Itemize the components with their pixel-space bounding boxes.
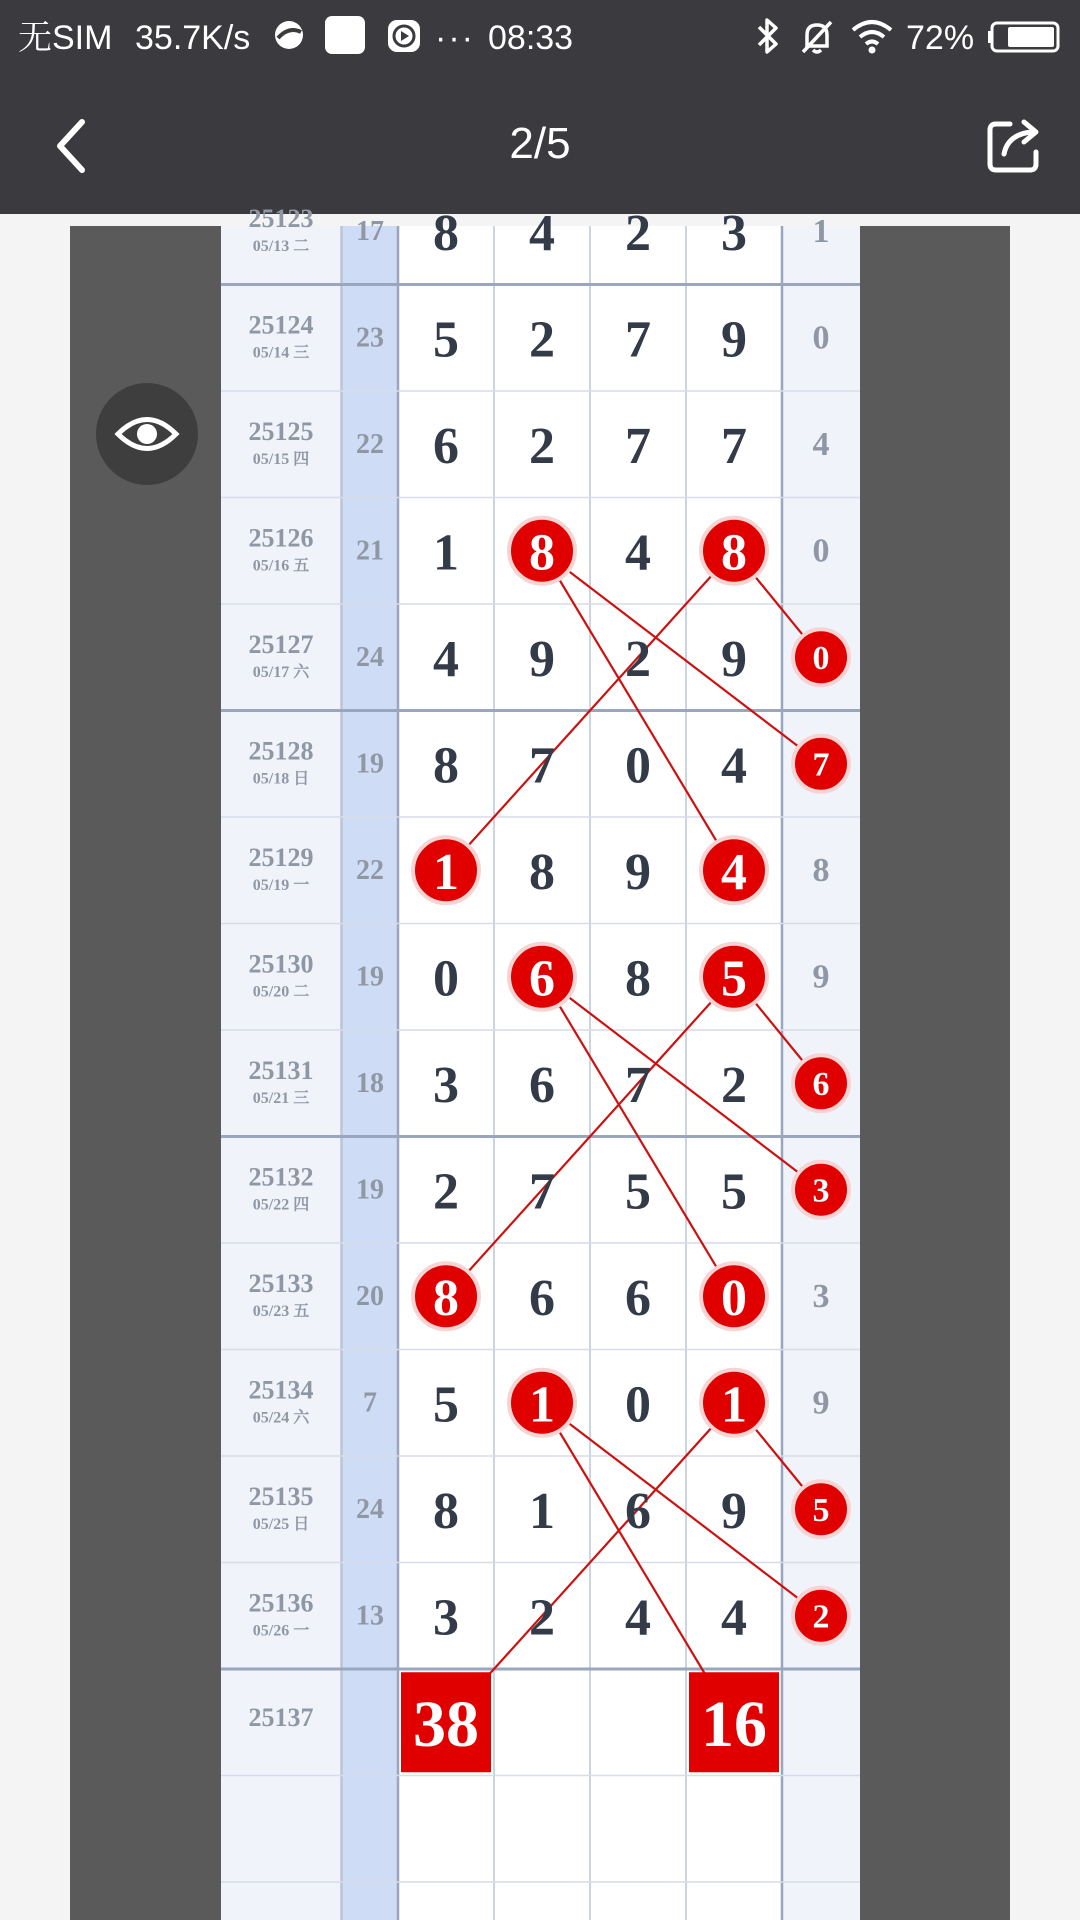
tail-value: 3 xyxy=(812,1172,830,1210)
issue-date: 05/20 二 xyxy=(252,983,310,1001)
tail-value: 8 xyxy=(812,851,830,889)
issue-number: 25132 xyxy=(248,1162,314,1192)
trend-chart xyxy=(70,203,1010,1920)
digit-value: 6 xyxy=(529,1056,555,1114)
digit-value: 6 xyxy=(625,1269,651,1327)
digit-value: 8 xyxy=(529,524,555,582)
tail-value: 0 xyxy=(812,639,830,677)
digit-value: 1 xyxy=(433,524,459,582)
digit-value: 7 xyxy=(529,1163,555,1221)
digit-value: 4 xyxy=(721,737,747,795)
issue-number: 25125 xyxy=(248,416,314,446)
share-icon xyxy=(980,110,1050,180)
issue-number: 25134 xyxy=(248,1375,314,1405)
tail-value: 1 xyxy=(812,212,830,250)
digit-value: 2 xyxy=(625,630,651,688)
issue-date: 05/22 四 xyxy=(252,1196,310,1214)
digit-value: 4 xyxy=(529,204,555,262)
digit-value: 6 xyxy=(433,417,459,475)
digit-value: 3 xyxy=(433,1589,459,1647)
viewer-app-bar xyxy=(0,76,1080,214)
digit-value: 2 xyxy=(433,1163,459,1221)
digit-value: 7 xyxy=(625,417,651,475)
digit-value: 5 xyxy=(433,311,459,369)
sum-value: 19 xyxy=(356,961,384,993)
clock: 08:33 xyxy=(488,19,574,57)
digit-value: 5 xyxy=(625,1163,651,1221)
tail-value: 3 xyxy=(812,1277,830,1315)
sum-value: 24 xyxy=(356,1493,384,1525)
battery-level: 72% xyxy=(906,19,975,57)
digit-value: 6 xyxy=(529,1269,555,1327)
digit-value: 4 xyxy=(721,843,747,901)
digit-value: 9 xyxy=(529,630,555,688)
tail-value: 0 xyxy=(812,319,830,357)
sum-value: 22 xyxy=(356,428,384,460)
digit-value: 9 xyxy=(721,311,747,369)
wifi-icon xyxy=(850,18,894,65)
issue-date: 05/24 六 xyxy=(252,1409,310,1427)
tail-value: 9 xyxy=(812,1384,830,1422)
mute-icon xyxy=(798,18,836,67)
issue-number: 25129 xyxy=(248,842,314,872)
issue-number: 25124 xyxy=(248,310,314,340)
digit-value: 7 xyxy=(721,417,747,475)
digit-value: 4 xyxy=(721,1589,747,1647)
digit-value: 6 xyxy=(529,950,555,1008)
issue-date: 05/21 三 xyxy=(252,1089,310,1107)
issue-date: 05/23 五 xyxy=(252,1302,310,1320)
sum-value: 19 xyxy=(356,748,384,780)
digit-value: 2 xyxy=(625,204,651,262)
sum-value: 23 xyxy=(356,322,384,354)
eye-icon xyxy=(96,383,198,485)
sum-value: 7 xyxy=(363,1387,377,1419)
issue-date: 05/25 日 xyxy=(252,1515,310,1533)
notification-square-icon xyxy=(325,16,365,54)
page-indicator: 2/5 xyxy=(509,119,571,168)
digit-value: 8 xyxy=(529,843,555,901)
digit-value: 0 xyxy=(625,737,651,795)
issue-number: 25133 xyxy=(248,1268,314,1298)
issue-date: 05/15 四 xyxy=(252,450,310,468)
digit-value: 8 xyxy=(721,524,747,582)
issue-number: 25130 xyxy=(248,949,314,979)
digit-value: 3 xyxy=(721,204,747,262)
carrier-label: 无SIM xyxy=(18,19,113,57)
digit-value: 8 xyxy=(433,737,459,795)
digit-value: 8 xyxy=(433,1482,459,1540)
more-notifications: ··· xyxy=(435,19,475,57)
digit-value: 5 xyxy=(721,1163,747,1221)
digit-value: 5 xyxy=(721,950,747,1008)
digit-value: 9 xyxy=(721,1482,747,1540)
sum-value: 22 xyxy=(356,854,384,886)
predicted-value: 38 xyxy=(413,1687,479,1761)
sum-value: 21 xyxy=(356,535,384,567)
issue-number: 25127 xyxy=(248,629,314,659)
sum-value: 20 xyxy=(356,1280,384,1312)
digit-value: 0 xyxy=(433,950,459,1008)
issue-number: 25137 xyxy=(248,1702,314,1732)
tail-value: 9 xyxy=(812,958,830,996)
digit-value: 8 xyxy=(433,204,459,262)
issue-number: 25126 xyxy=(248,523,314,553)
tail-value: 6 xyxy=(812,1065,830,1103)
digit-value: 9 xyxy=(625,843,651,901)
digit-value: 8 xyxy=(625,950,651,1008)
digit-value: 7 xyxy=(625,1056,651,1114)
digit-value: 1 xyxy=(529,1482,555,1540)
issue-date: 05/17 六 xyxy=(252,663,310,681)
play-notification-icon xyxy=(386,18,422,65)
digit-value: 4 xyxy=(625,1589,651,1647)
status-bar xyxy=(0,0,1080,76)
digit-value: 9 xyxy=(721,630,747,688)
share-button[interactable] xyxy=(980,110,1050,180)
bluetooth-icon xyxy=(755,16,781,67)
tail-value: 4 xyxy=(812,425,830,463)
digit-value: 5 xyxy=(433,1376,459,1434)
digit-value: 8 xyxy=(433,1269,459,1327)
digit-value: 7 xyxy=(625,311,651,369)
issue-number: 25135 xyxy=(248,1481,314,1511)
digit-value: 1 xyxy=(721,1376,747,1434)
issue-date: 05/14 三 xyxy=(252,344,310,362)
predicted-value: 16 xyxy=(701,1687,767,1761)
digit-value: 2 xyxy=(529,1589,555,1647)
issue-number: 25136 xyxy=(248,1588,314,1618)
eye-toggle-button[interactable] xyxy=(96,383,198,485)
tail-value: 2 xyxy=(812,1598,830,1636)
issue-date: 05/13 二 xyxy=(252,237,310,255)
battery-icon xyxy=(988,20,1062,64)
digit-value: 2 xyxy=(529,417,555,475)
tail-value: 5 xyxy=(812,1491,830,1529)
digit-value: 0 xyxy=(625,1376,651,1434)
issue-date: 05/18 日 xyxy=(252,770,310,788)
digit-value: 2 xyxy=(529,311,555,369)
sum-value: 17 xyxy=(356,215,384,247)
digit-value: 6 xyxy=(625,1482,651,1540)
tail-value: 0 xyxy=(812,532,830,570)
issue-date: 05/16 五 xyxy=(252,557,310,575)
tail-value: 7 xyxy=(812,746,830,784)
digit-value: 4 xyxy=(433,630,459,688)
digit-value: 2 xyxy=(721,1056,747,1114)
image-viewer[interactable] xyxy=(70,203,1010,1920)
sum-value: 18 xyxy=(356,1067,384,1099)
digit-value: 4 xyxy=(625,524,651,582)
sum-value: 13 xyxy=(356,1600,384,1632)
network-speed: 35.7K/s xyxy=(135,19,251,57)
sum-value: 19 xyxy=(356,1174,384,1206)
issue-number: 25128 xyxy=(248,736,314,766)
issue-date: 05/26 一 xyxy=(252,1622,310,1640)
digit-value: 0 xyxy=(721,1269,747,1327)
app-notification-icon xyxy=(272,18,306,63)
issue-number: 25131 xyxy=(248,1055,314,1085)
digit-value: 1 xyxy=(433,843,459,901)
digit-value: 7 xyxy=(529,737,555,795)
sum-value: 24 xyxy=(356,641,384,673)
issue-date: 05/19 一 xyxy=(252,876,310,894)
digit-value: 3 xyxy=(433,1056,459,1114)
digit-value: 1 xyxy=(529,1376,555,1434)
issue-number: 25123 xyxy=(248,203,314,233)
